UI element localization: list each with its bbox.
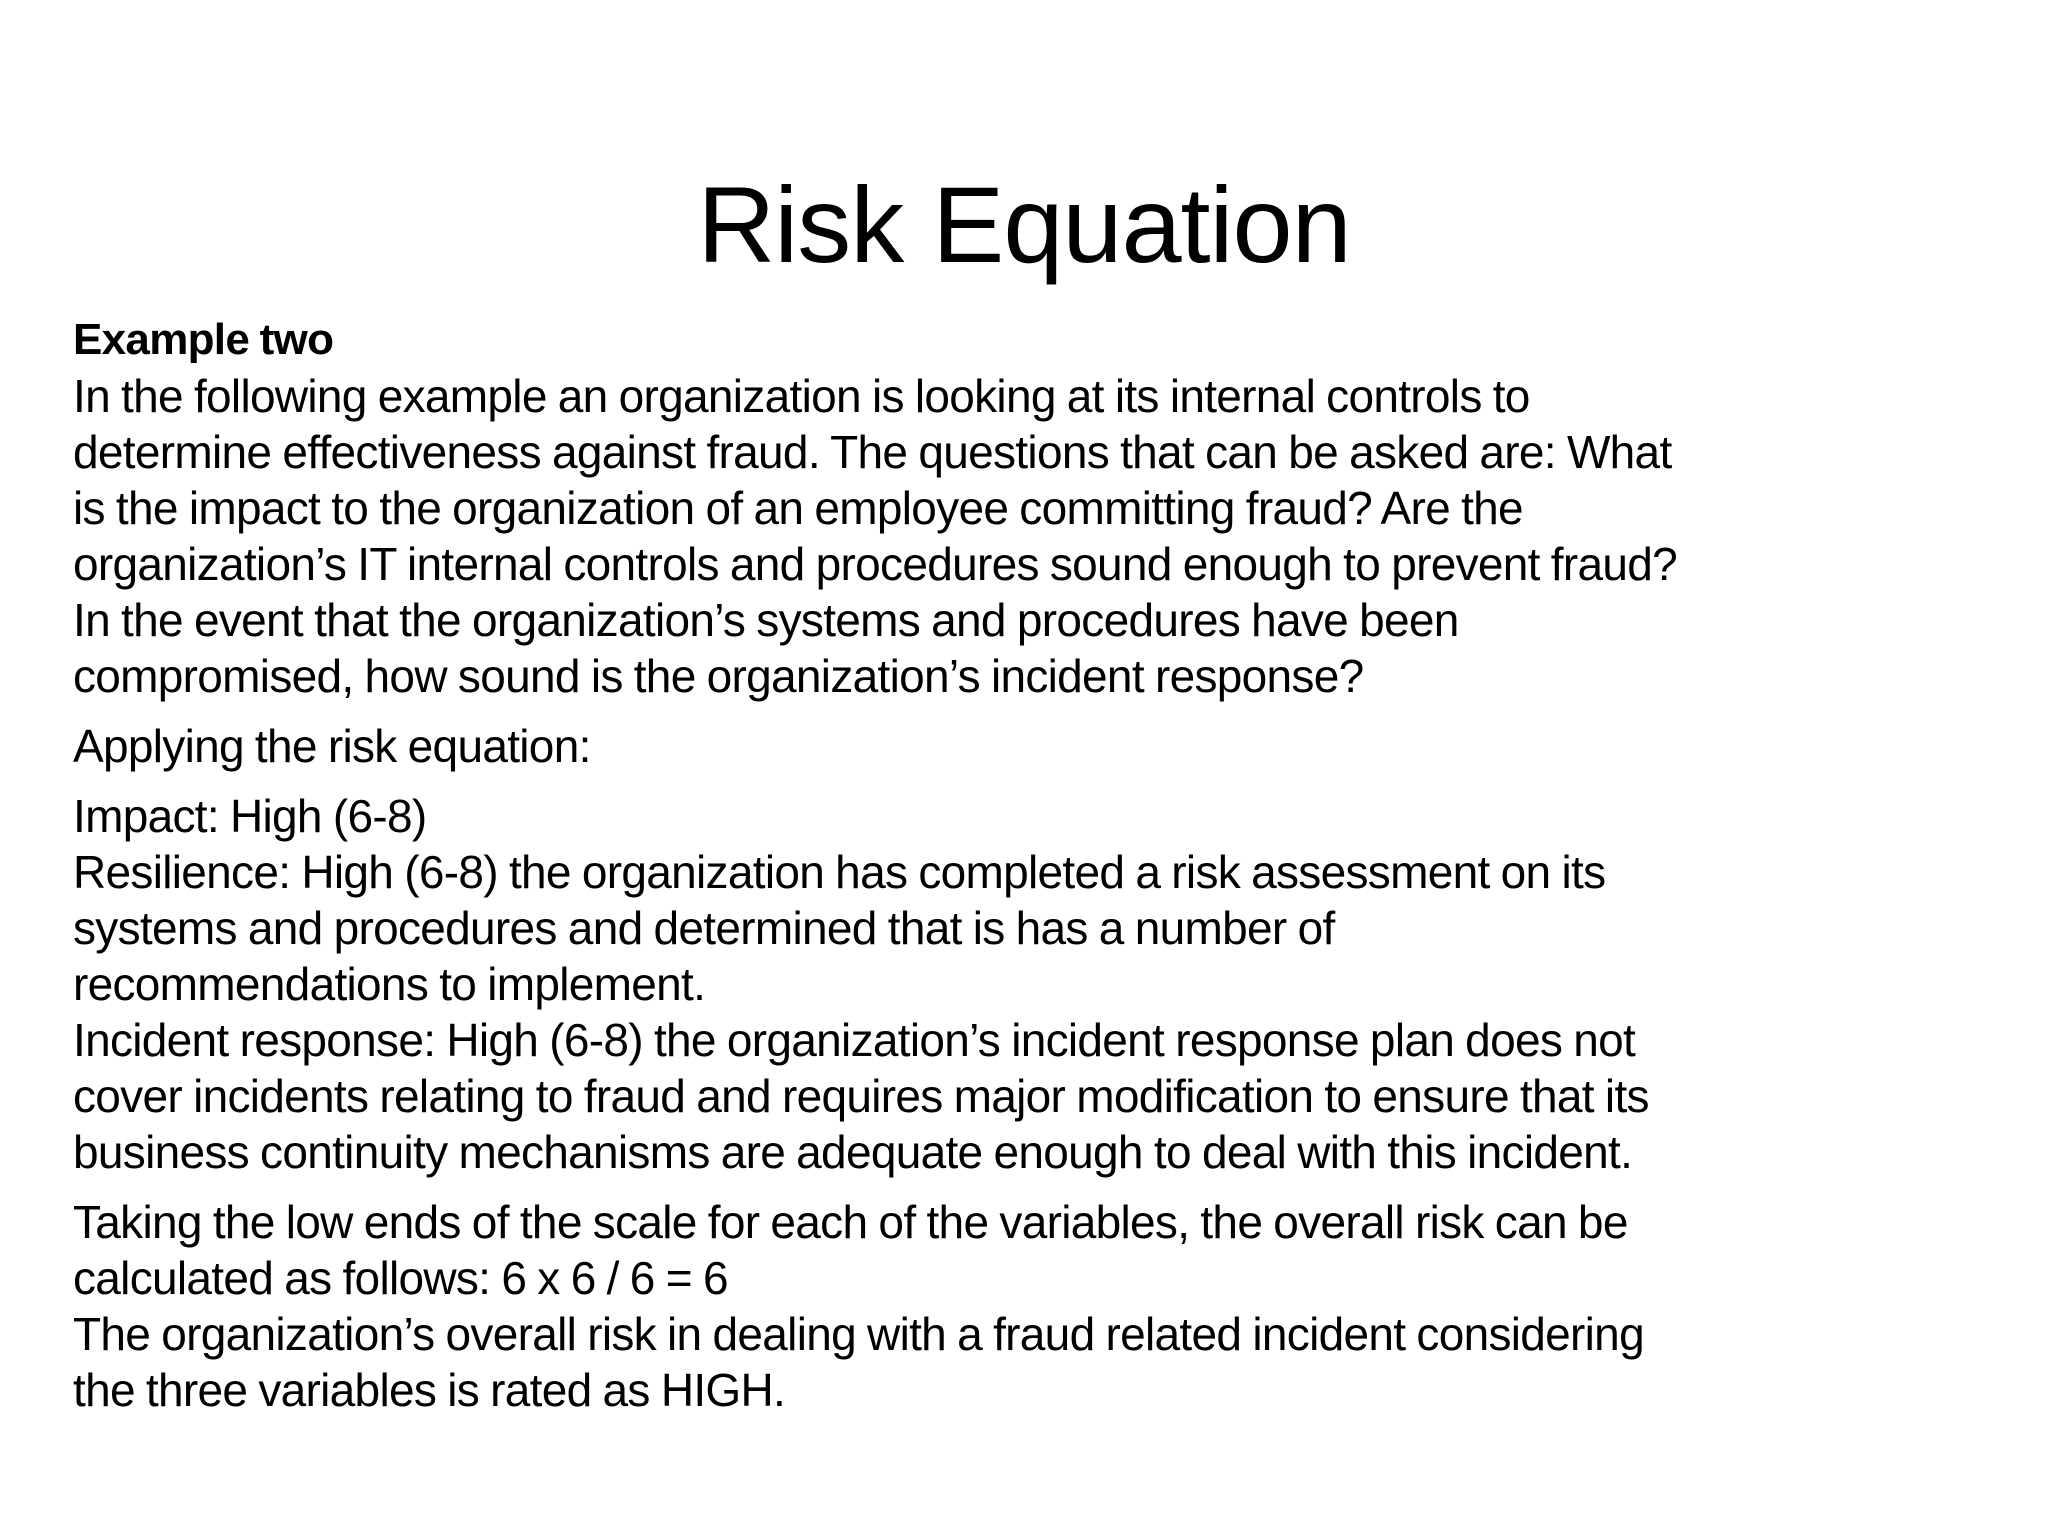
body-line: determine effectiveness against fraud. The questions that can be asked are: What — [73, 426, 1672, 478]
body-line: cover incidents relating to fraud and requires major modification to ensure that its — [73, 1070, 1649, 1122]
calculation-line: calculated as follows: 6 x 6 / 6 = 6 — [73, 1252, 728, 1304]
body-line: organization’s IT internal controls and procedures sound enough to prevent fraud? — [73, 538, 1678, 590]
impact-line: Impact: High (6-8) — [73, 790, 427, 842]
example-heading: Example two — [73, 315, 334, 364]
body-line: is the impact to the organization of an employee committing fraud? Are the — [73, 482, 1523, 534]
intro-paragraph — [73, 312, 2018, 704]
body-line: Taking the low ends of the scale for each of the variables, the overall risk can be — [73, 1196, 1628, 1248]
applying-paragraph — [73, 718, 2018, 774]
slide-body — [73, 312, 2018, 1418]
body-line: In the event that the organization’s systems and procedures have been — [73, 594, 1459, 646]
body-line: business continuity mechanisms are adequate enough to deal with this incident. — [73, 1126, 1633, 1178]
body-line: recommendations to implement. — [73, 958, 706, 1010]
body-line: In the following example an organization is looking at its internal controls to — [73, 370, 1530, 422]
conclusion-paragraph — [73, 1194, 2018, 1418]
applying-line: Applying the risk equation: — [73, 720, 591, 772]
slide-title: Risk Equation — [697, 164, 1351, 285]
incident-response-line: Incident response: High (6-8) the organization’s incident response plan does not — [73, 1014, 1636, 1066]
body-line: compromised, how sound is the organization’s incident response? — [73, 650, 1364, 702]
body-line: systems and procedures and determined that is has a number of — [73, 902, 1335, 954]
body-line: The organization’s overall risk in dealing with a fraud related incident considering — [73, 1308, 1644, 1360]
resilience-line: Resilience: High (6-8) the organization has completed a risk assessment on its — [73, 846, 1606, 898]
body-line: the three variables is rated as HIGH. — [73, 1364, 786, 1416]
variables-paragraph — [73, 788, 2018, 1180]
